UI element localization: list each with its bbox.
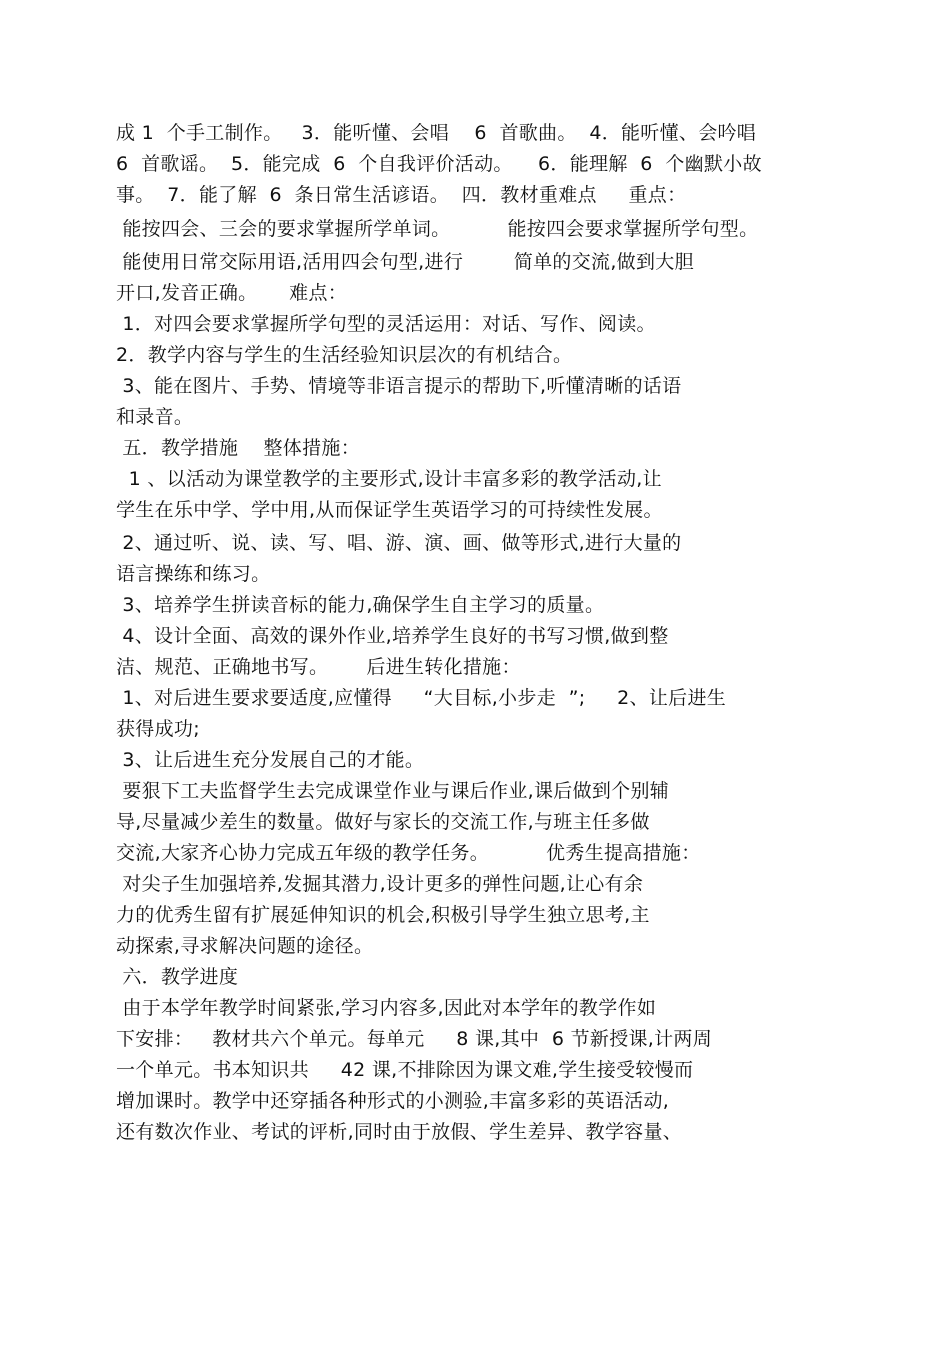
text-line: 五．教学措施 整体措施： [116, 437, 360, 459]
text-line: 下安排： 教材共六个单元。每单元 8 课,其中 6 节新授课,计两周 [116, 1028, 713, 1050]
text-line: 3、能在图片、手势、情境等非语言提示的帮助下,听懂清晰的话语 [116, 375, 682, 397]
text-line: 要狠下工夫监督学生去完成课堂作业与课后作业,课后做到个别辅 [116, 780, 670, 802]
text-line: 语言操练和练习。 [116, 563, 271, 585]
text-line: 3、培养学生拼读音标的能力,确保学生自主学习的质量。 [116, 594, 605, 616]
text-line: 4、设计全面、高效的课外作业,培养学生良好的书写习惯,做到整 [116, 625, 669, 647]
text-line: 开口,发音正确。 难点： [116, 282, 348, 304]
text-line: 对尖子生加强培养,发掘其潜力,设计更多的弹性问题,让心有余 [116, 873, 644, 895]
text-line: 增加课时。教学中还穿插各种形式的小测验,丰富多彩的英语活动, [116, 1090, 670, 1112]
text-line: 成 1 个手工制作。 3．能听懂、会唱 6 首歌曲。 4．能听懂、会吟唱 [116, 122, 757, 144]
text-line: 1、对后进生要求要适度,应懂得 “大目标,小步走 ”; 2、让后进生 [116, 687, 727, 709]
text-line: 一个单元。书本知识共 42 课,不排除因为课文难,学生接受较慢而 [116, 1059, 694, 1081]
text-line: 2．教学内容与学生的生活经验知识层次的有机结合。 [116, 344, 573, 366]
text-line: 导,尽量减少差生的数量。做好与家长的交流工作,与班主任多做 [116, 811, 650, 833]
text-line: 由于本学年教学时间紧张,学习内容多,因此对本学年的教学作如 [116, 997, 657, 1019]
text-line: 事。 7．能了解 6 条日常生活谚语。 四．教材重难点 重点： [116, 184, 687, 206]
text-line: 洁、规范、正确地书写。 后进生转化措施： [116, 656, 521, 678]
text-line: 能使用日常交际用语,活用四会句型,进行 简单的交流,做到大胆 [116, 251, 694, 273]
text-line: 6 首歌谣。 5．能完成 6 个自我评价活动。 6．能理解 6 个幽默小故 [116, 153, 762, 175]
text-line: 1 、以活动为课堂教学的主要形式,设计丰富多彩的教学活动,让 [116, 468, 662, 490]
text-line: 3、让后进生充分发展自己的才能。 [116, 749, 425, 771]
text-line: 交流,大家齐心协力完成五年级的教学任务。 优秀生提高措施： [116, 842, 701, 864]
text-line: 1．对四会要求掌握所学句型的灵活运用：对话、写作、阅读。 [116, 313, 656, 335]
text-line: 还有数次作业、考试的评析,同时由于放假、学生差异、教学容量、 [116, 1121, 683, 1143]
text-line: 学生在乐中学、学中用,从而保证学生英语学习的可持续性发展。 [116, 499, 663, 521]
text-line: 六．教学进度 [116, 966, 239, 988]
text-line: 动探索,寻求解决问题的途径。 [116, 935, 374, 957]
text-line: 2、通过听、说、读、写、唱、游、演、画、做等形式,进行大量的 [116, 532, 682, 554]
text-line: 力的优秀生留有扩展延伸知识的机会,积极引导学生独立思考,主 [116, 904, 650, 926]
text-line: 和录音。 [116, 406, 194, 428]
text-line: 获得成功; [116, 718, 200, 740]
text-line: 能按四会、三会的要求掌握所学单词。 能按四会要求掌握所学句型。 [116, 218, 759, 240]
